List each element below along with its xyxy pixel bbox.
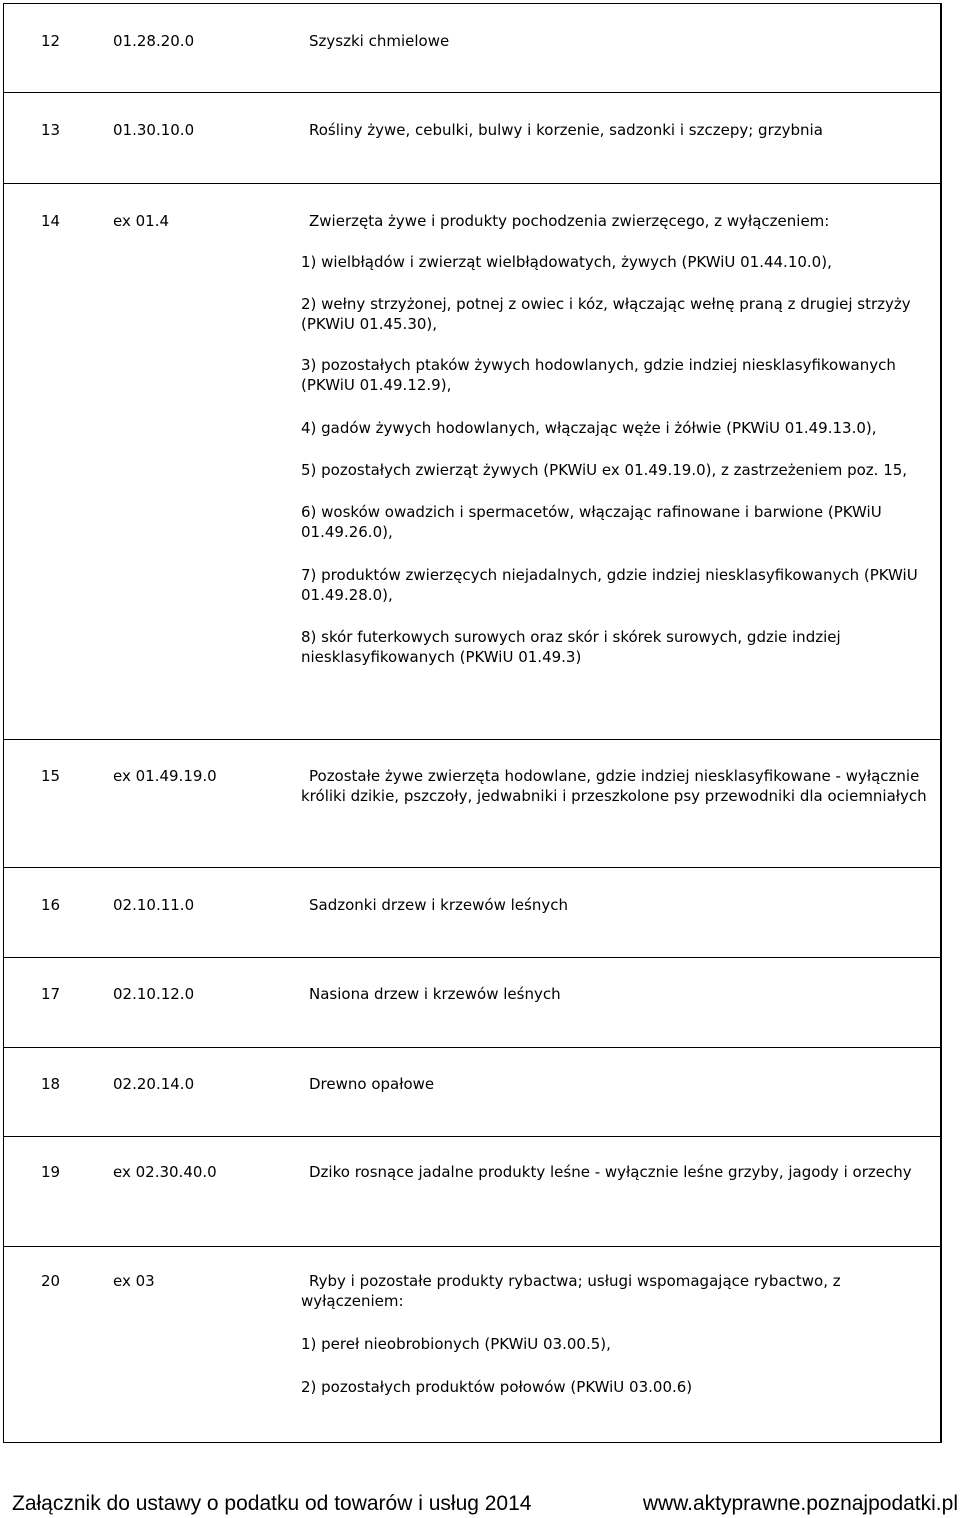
- goods-description: Rośliny żywe, cebulki, bulwy i korzenie, sadzonki i szczepy; grzybnia: [309, 121, 823, 139]
- row-number: 18: [41, 1075, 61, 1093]
- goods-description: Nasiona drzew i krzewów leśnych: [309, 985, 561, 1003]
- table-row: [4, 1247, 940, 1442]
- row-number: 20: [41, 1272, 61, 1290]
- table-row: [4, 4, 940, 93]
- row-number: 15: [41, 767, 61, 785]
- pkwiu-code: ex 01.4: [113, 212, 170, 230]
- table-row: [4, 740, 940, 868]
- table-row: [4, 958, 940, 1048]
- pkwiu-code: 01.28.20.0: [113, 32, 195, 50]
- row-number: 16: [41, 896, 61, 914]
- table-row: [4, 184, 940, 740]
- pkwiu-code: ex 03: [113, 1272, 155, 1290]
- table-row: [4, 1048, 940, 1137]
- table-row: [4, 93, 940, 184]
- goods-table: [3, 3, 942, 1443]
- goods-description: Zwierzęta żywe i produkty pochodzenia zwierzęcego, z wyłączeniem: 1) wielbłądów i zwierząt wielbłądowatych, żywych (PKWiU 01.44.10.0), 2) wełny strzyżonej, potnej z owiec i kóz, włączając wełnę praną z drugiej strzyży (PKWiU 01.45.30), 3) pozostałych ptaków żywych hodowlanych, gdzie indziej niesklasyfikowanych (PKWiU 01.49.12.9), 4) gadów żywych hodowlanych, włączając węże i żółwie (PKWiU 01.49.13.0), 5) pozostałych zwierząt żywych (PKWiU ex 01.49.19.0), z zastrzeżeniem poz. 15, 6) wosków owadzich i spermacetów, włączając rafinowane i barwione (PKWiU 01.49.26.0), 7) produktów zwierzęcych niejadalnych, gdzie indziej niesklasyfikowanych (PKWiU 01.49.28.0), 8) skór futerkowych surowych oraz skór i skórek surowych, gdzie indziej niesklasyfikowanych (PKWiU 01.49.3): [301, 212, 918, 666]
- goods-description: Szyszki chmielowe: [309, 32, 450, 50]
- pkwiu-code: 02.10.11.0: [113, 896, 195, 914]
- pkwiu-code: ex 02.30.40.0: [113, 1163, 217, 1181]
- row-number: 14: [41, 212, 61, 230]
- goods-description: Sadzonki drzew i krzewów leśnych: [309, 896, 568, 914]
- goods-description: Drewno opałowe: [309, 1075, 435, 1093]
- pkwiu-code: ex 01.49.19.0: [113, 767, 217, 785]
- row-number: 17: [41, 985, 61, 1003]
- goods-description: Ryby i pozostałe produkty rybactwa; usługi wspomagające rybactwo, z wyłączeniem: 1) pereł nieobrobionych (PKWiU 03.00.5), 2) pozostałych produktów połowów (PKWiU 03.00.6): [301, 1272, 841, 1396]
- pkwiu-code: 01.30.10.0: [113, 121, 195, 139]
- footer-website: www.aktyprawne.poznajpodatki.pl: [642, 1492, 958, 1515]
- table-row: [4, 1137, 940, 1247]
- pkwiu-code: 02.20.14.0: [113, 1075, 195, 1093]
- table-row: [4, 868, 940, 958]
- pkwiu-code: 02.10.12.0: [113, 985, 195, 1003]
- footer-document-title: Załącznik do ustawy o podatku od towarów i usług 2014: [12, 1492, 532, 1515]
- row-number: 19: [41, 1163, 61, 1181]
- row-number: 13: [41, 121, 61, 139]
- goods-description: Dziko rosnące jadalne produkty leśne - wyłącznie leśne grzyby, jagody i orzechy: [309, 1163, 912, 1181]
- row-number: 12: [41, 32, 61, 50]
- goods-description: Pozostałe żywe zwierzęta hodowlane, gdzie indziej niesklasyfikowane - wyłącznie króliki dzikie, pszczoły, jedwabniki i przeszkolone psy przewodniki dla ociemniałych: [301, 767, 927, 805]
